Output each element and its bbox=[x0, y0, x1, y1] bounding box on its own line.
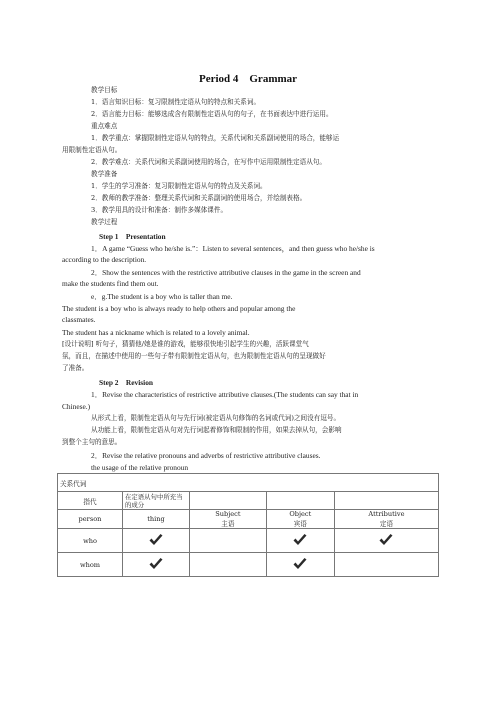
table-cell bbox=[334, 529, 438, 553]
table-cell bbox=[190, 553, 267, 577]
checkmark-icon bbox=[148, 556, 164, 572]
text-line: 1．语言知识目标：复习限制性定语从句的特点和关系词。 bbox=[91, 98, 261, 106]
text-line: Chinese.) bbox=[62, 402, 91, 411]
text-line: 1．A game “Guess who he/she is.”：Listen to several sentences，and then guess who he/she is bbox=[91, 244, 375, 253]
example-sentence: The student has a nickname which is related to a lovely animal. bbox=[62, 328, 250, 337]
text-line: 从形式上看，限制性定语从句与先行词(被定语从句修饰的名词或代词)之间没有逗号。 bbox=[91, 414, 341, 422]
design-note: 了准备。 bbox=[62, 364, 89, 372]
section-heading: 重点难点 bbox=[91, 122, 118, 130]
text-line: 2．Show the sentences with the restrictive attributive clauses in the game in the screen and bbox=[91, 268, 361, 277]
table-cell bbox=[123, 529, 190, 553]
table-caption: the usage of the relative pronoun bbox=[91, 463, 189, 472]
text-line: 1．学生的学习准备：复习限制性定语从句的特点及关系词。 bbox=[91, 182, 267, 190]
col-attributive: Attributive 定语 bbox=[334, 510, 438, 529]
text-line: 从功能上看，限制性定语从句对先行词起着修饰和限制的作用，如果去掉从句，会影响 bbox=[91, 426, 342, 434]
row-who-label: who bbox=[58, 529, 123, 553]
section-heading: 教学准备 bbox=[91, 170, 118, 178]
text-line: 2．语言能力目标：能够选成含有限制性定语从句的句子，在书面表达中进行运用。 bbox=[91, 110, 333, 118]
step-heading: Step 2 Revision bbox=[99, 378, 153, 387]
col-person: person bbox=[58, 510, 123, 529]
table-cell bbox=[266, 529, 334, 553]
design-note: 氛，而且，在描述中使用的一些句子带有限制性定语从句，也为限制性定语从句的呈现做好 bbox=[62, 352, 326, 360]
checkmark-icon bbox=[292, 532, 308, 548]
col-thing: thing bbox=[123, 510, 190, 529]
table-cell bbox=[334, 553, 438, 577]
table-cell bbox=[190, 529, 267, 553]
section-heading: 教学目标 bbox=[91, 86, 118, 94]
page-title: Period 4 Grammar bbox=[198, 73, 298, 85]
section-heading: 教学过程 bbox=[91, 218, 118, 226]
table-header-relative-pronoun: 关系代词 bbox=[58, 474, 439, 492]
table-header-refers-to: 指代 bbox=[58, 492, 123, 510]
step-heading: Step 1 Presentation bbox=[99, 232, 166, 241]
col-object: Object 宾语 bbox=[266, 510, 334, 529]
relative-pronoun-table bbox=[57, 473, 439, 577]
table-cell bbox=[123, 553, 190, 577]
row-whom-label: whom bbox=[58, 553, 123, 577]
text-line: 3．教学用具的设计和准备：制作多媒体课件。 bbox=[91, 206, 228, 214]
text-line: 2．教师的教学准备：整理关系代词和关系副词的使用场合，并绘制表格。 bbox=[91, 194, 307, 202]
table-cell bbox=[334, 492, 438, 510]
table-cell bbox=[266, 492, 334, 510]
text-line: 用限制性定语从句。 bbox=[62, 146, 122, 154]
table-cell bbox=[190, 492, 267, 510]
text-line: make the students find them out. bbox=[62, 279, 159, 288]
checkmark-icon bbox=[148, 532, 164, 548]
example-sentence: e．g.The student is a boy who is taller than me. bbox=[91, 292, 233, 301]
checkmark-icon bbox=[378, 532, 394, 548]
table-header-clause-role: 在定语从句中所充当的成分 bbox=[123, 492, 190, 510]
text-line: 1．Revise the characteristics of restrictive attributive clauses.(The students can say that in bbox=[91, 390, 359, 399]
text-line: 2．Revise the relative pronouns and adverbs of restrictive attributive clauses. bbox=[91, 451, 321, 460]
checkmark-icon bbox=[292, 556, 308, 572]
text-line: 到整个主句的意思。 bbox=[62, 438, 122, 446]
example-sentence: The student is a boy who is always ready to help others and popular among the bbox=[62, 304, 296, 313]
text-line: according to the description. bbox=[62, 255, 147, 264]
table-cell bbox=[266, 553, 334, 577]
text-line: 2．教学难点：关系代词和关系副词使用的场合，在写作中运用限制性定语从句。 bbox=[91, 158, 326, 166]
text-line: 1．教学重点：掌握限制性定语从句的特点，关系代词和关系副词使用的场合，能够运 bbox=[91, 134, 340, 142]
col-subject: Subject 主语 bbox=[190, 510, 267, 529]
design-note: [设计说明] 听句子，猜猜他/她是谁的游戏，能够很快地引起学生的兴趣，活跃课堂气 bbox=[62, 340, 309, 348]
example-sentence: classmates. bbox=[62, 315, 96, 324]
